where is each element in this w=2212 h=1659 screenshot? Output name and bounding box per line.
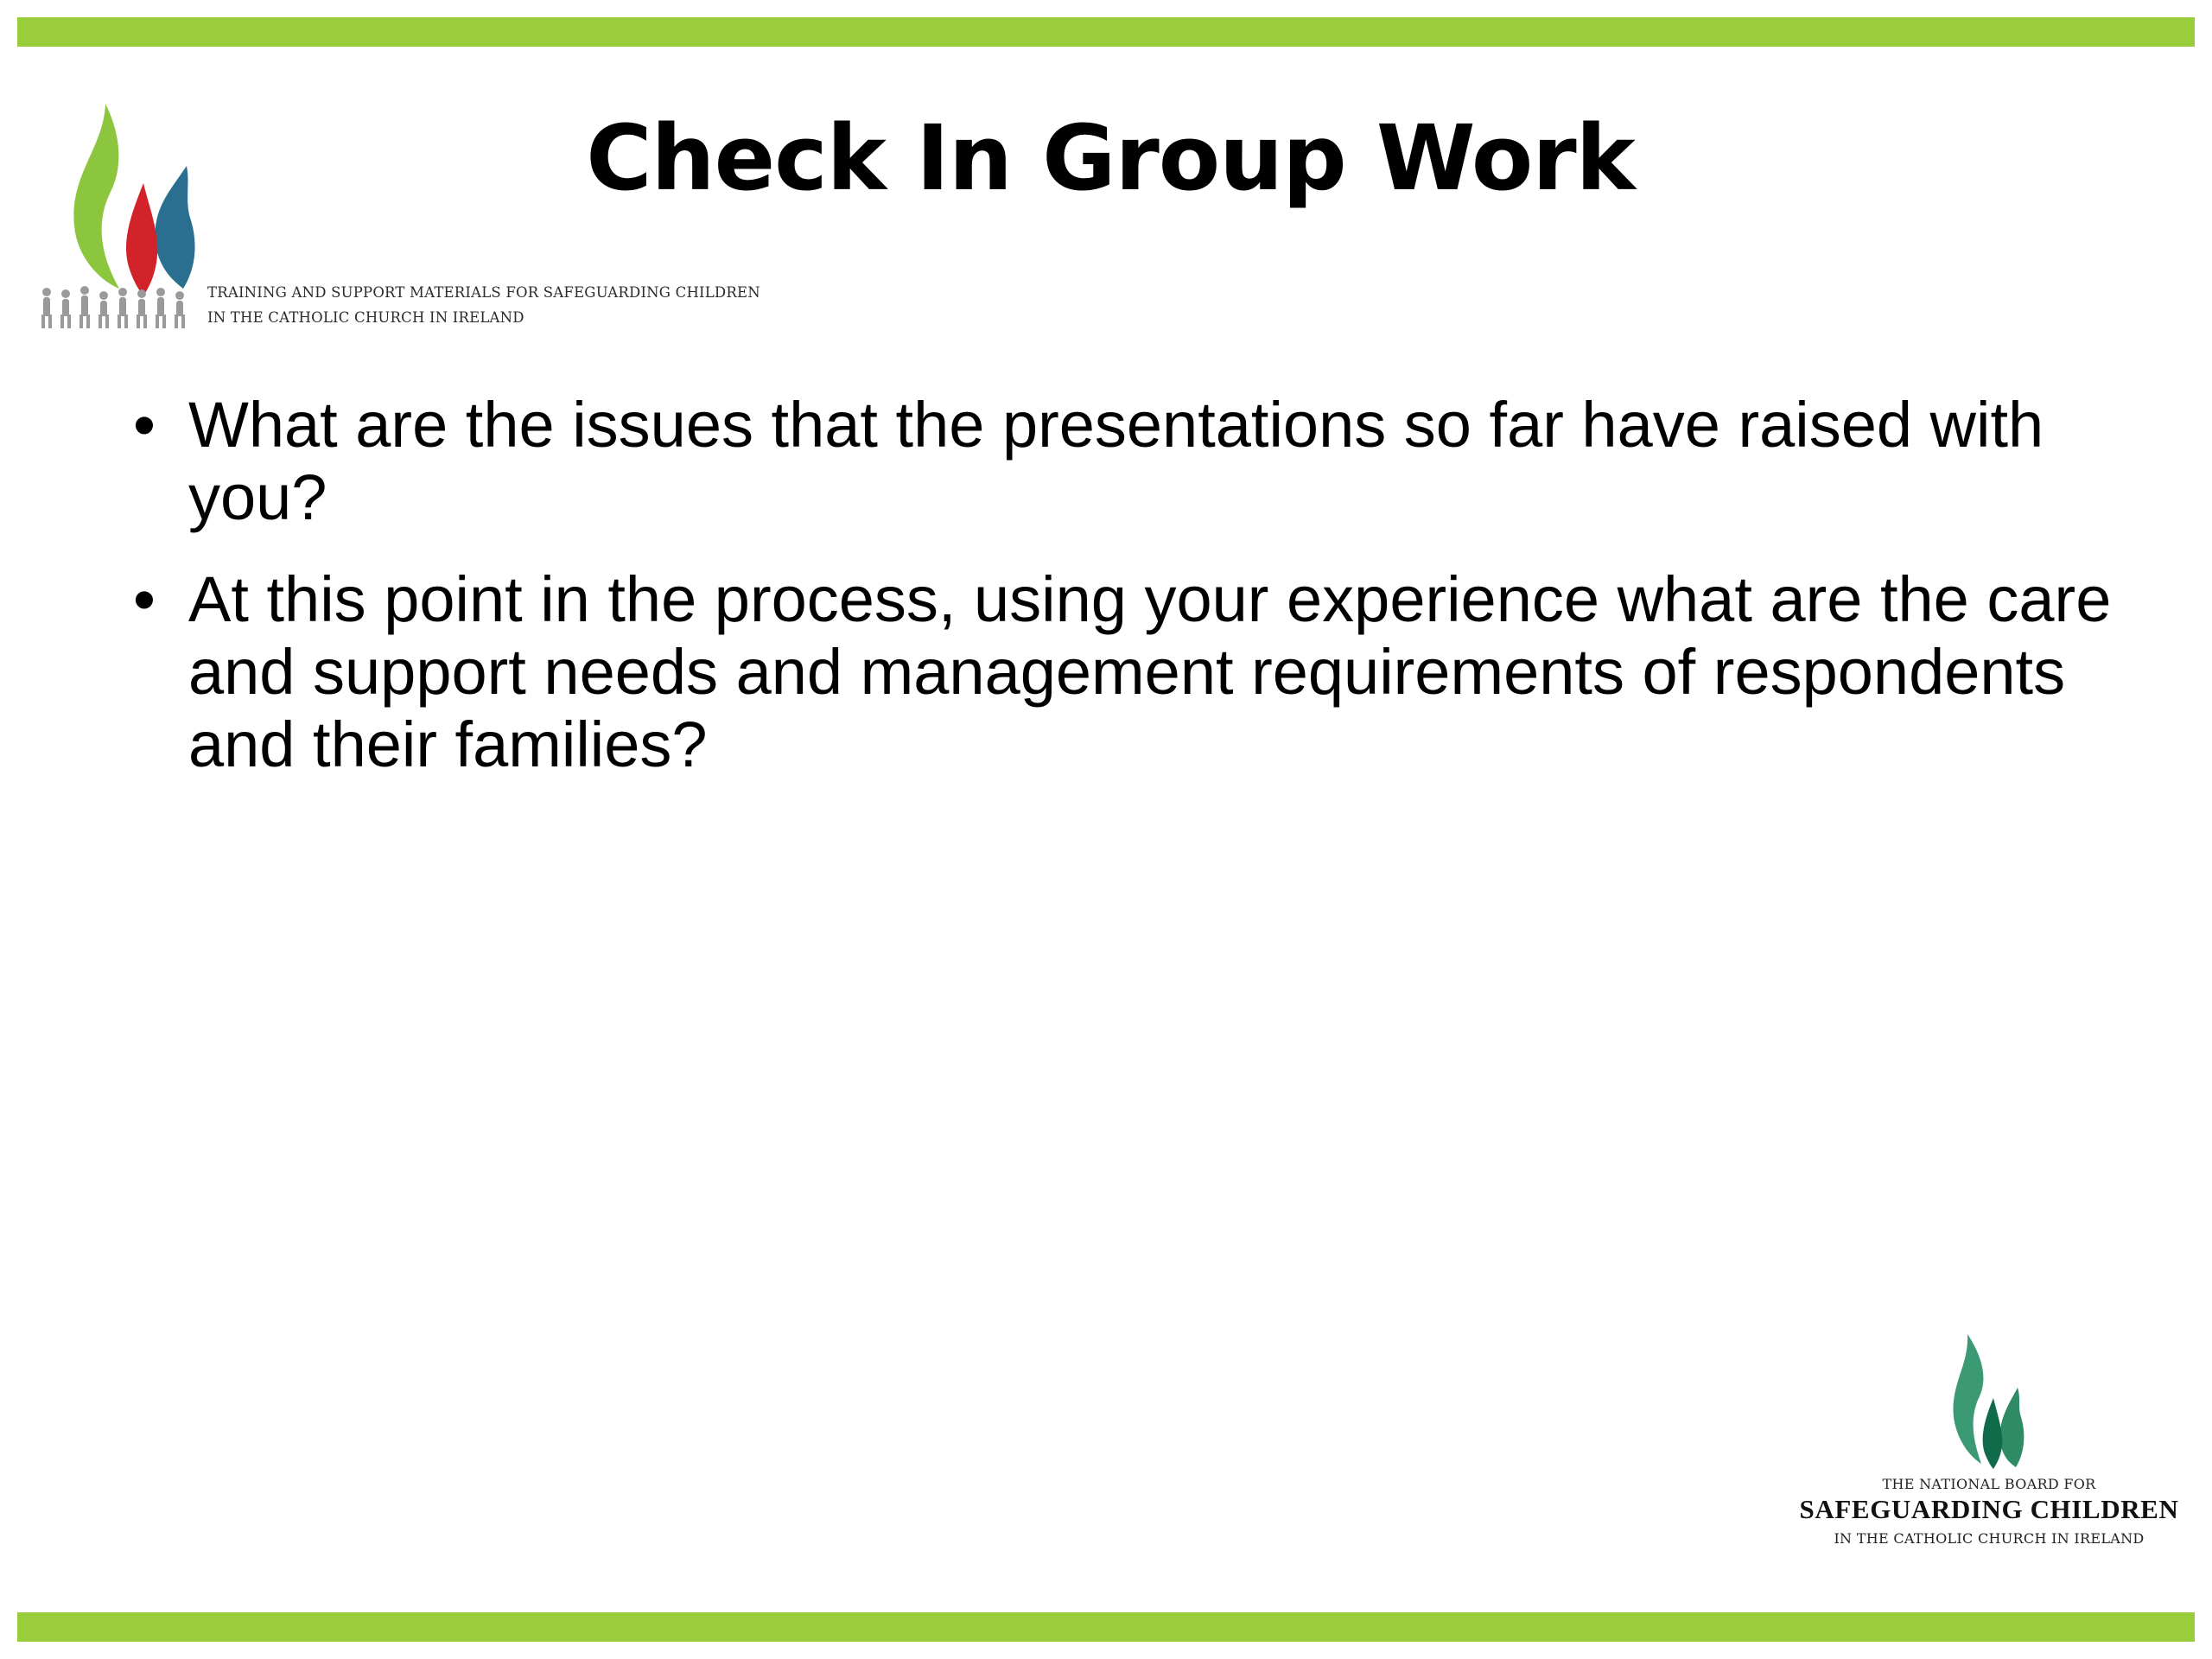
bullet-dot: • bbox=[133, 563, 156, 635]
logo-tagline bbox=[207, 280, 760, 330]
children-silhouettes-icon bbox=[38, 285, 194, 330]
bullet-dot: • bbox=[133, 389, 156, 461]
bullet-item bbox=[130, 389, 2134, 534]
flame-red-shape bbox=[126, 183, 157, 296]
national-board-logo bbox=[1790, 1331, 2188, 1555]
bottom-accent-bar bbox=[17, 1612, 2195, 1642]
flame-logo-icon bbox=[69, 97, 207, 296]
bullet-text: At this point in the process, using your experience what are the care and support needs and management requirements of respondents and their families? bbox=[188, 563, 2112, 780]
flame-dark-shape bbox=[1983, 1398, 2003, 1469]
logo-tagline-line2: IN THE CATHOLIC CHURCH IN IRELAND bbox=[207, 309, 524, 326]
board-name-line1: THE NATIONAL BOARD FOR bbox=[1882, 1476, 2096, 1492]
logo-tagline-line1: TRAINING AND SUPPORT MATERIALS FOR SAFEGUARDING CHILDREN bbox=[207, 284, 760, 301]
bullet-list bbox=[130, 389, 2134, 810]
flame-green-shape bbox=[73, 104, 119, 289]
flame-blue-shape bbox=[155, 166, 194, 289]
top-accent-bar bbox=[17, 17, 2195, 47]
green-flame-logo-icon bbox=[1950, 1331, 2028, 1469]
board-name-line3: IN THE CATHOLIC CHURCH IN IRELAND bbox=[1834, 1530, 2145, 1547]
flame-side-shape bbox=[2000, 1388, 2024, 1467]
slide-title: Check In Group Work bbox=[586, 105, 1635, 211]
board-name-line2: SAFEGUARDING CHILDREN bbox=[1799, 1494, 2179, 1524]
flame-light-shape bbox=[1954, 1334, 1984, 1464]
bullet-text: What are the issues that the presentations so far have raised with you? bbox=[188, 389, 2044, 533]
bullet-item bbox=[130, 563, 2134, 781]
